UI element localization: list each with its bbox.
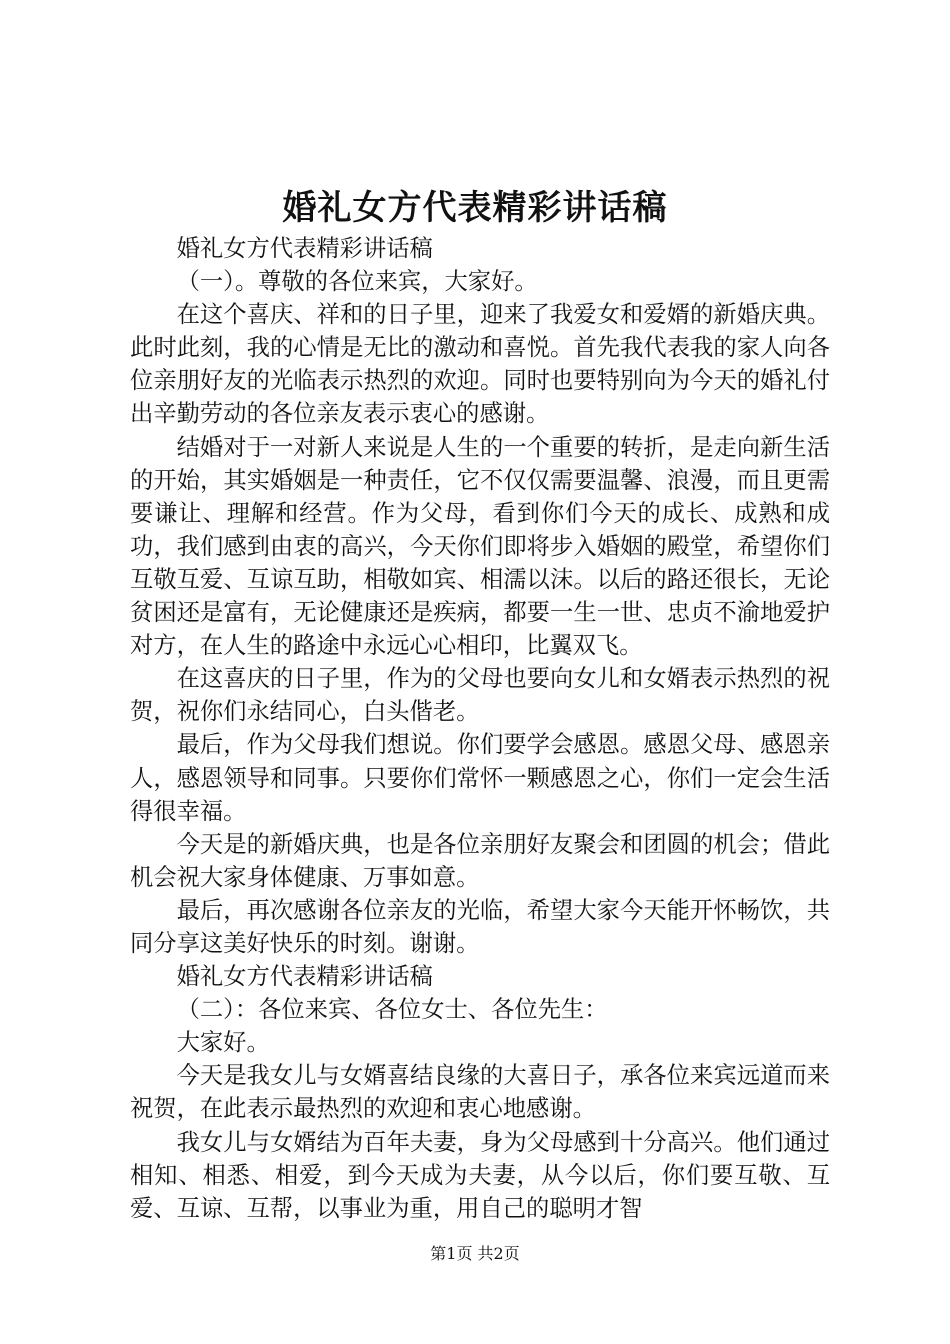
- paragraph: 今天是我女儿与女婿喜结良缘的大喜日子，承各位来宾远道而来祝贺，在此表示最热烈的欢迎和衷心地感谢。: [130, 1062, 830, 1123]
- paragraph: 大家好。: [176, 1029, 270, 1057]
- paragraph: 今天是的新婚庆典，也是各位亲朋好友聚会和团圆的机会；借此机会祝大家身体健康、万事如意。: [130, 830, 830, 891]
- paragraph: （二）：各位来宾、各位女士、各位先生：: [176, 996, 608, 1024]
- document-body: [130, 232, 830, 1225]
- paragraph: （一）。尊敬的各位来宾，大家好。: [176, 268, 538, 296]
- page-footer: 第1页 共2页: [430, 1244, 520, 1263]
- paragraph: 在这喜庆的日子里，作为的父母也要向女儿和女婿表示热烈的祝贺，祝你们永结同心，白头偕老。: [130, 665, 830, 726]
- paragraph: 婚礼女方代表精彩讲话稿: [176, 235, 433, 262]
- paragraph: 我女儿与女婿结为百年夫妻，身为父母感到十分高兴。他们通过相知、相悉、相爱，到今天成为夫妻，从今以后，你们要互敬、互爱、互谅、互帮，以事业为重，用自己的聪明才智: [130, 1128, 830, 1222]
- paragraph: 在这个喜庆、祥和的日子里，迎来了我爱女和爱婿的新婚庆典。此时此刻，我的心情是无比的激动和喜悦。首先我代表我的家人向各位亲朋好友的光临表示热烈的欢迎。同时也要特别向为今天的婚礼付出辛勤劳动的各位亲友表示衷心的感谢。: [130, 301, 830, 428]
- paragraph: 最后，再次感谢各位亲友的光临，希望大家今天能开怀畅饮，共同分享这美好快乐的时刻。谢谢。: [130, 896, 830, 957]
- document-title: 婚礼女方代表精彩讲话稿: [282, 188, 668, 228]
- paragraph: 结婚对于一对新人来说是人生的一个重要的转折，是走向新生活的开始，其实婚姻是一种责任，它不仅仅需要温馨、浪漫，而且更需要谦让、理解和经营。作为父母，看到你们今天的成长、成熟和成功，我们感到由衷的高兴，今天你们即将步入婚姻的殿堂，希望你们互敬互爱、互谅互助，相敬如宾、相濡以沫。以后的路还很长，无论贫困还是富有，无论健康还是疾病，都要一生一世、忠贞不渝地爱护对方，在人生的路途中永远心心相印，比翼双飞。: [130, 433, 830, 660]
- paragraph: 最后，作为父母我们想说。你们要学会感恩。感恩父母、感恩亲人，感恩领导和同事。只要你们常怀一颗感恩之心，你们一定会生活得很幸福。: [130, 731, 830, 825]
- paragraph: 婚礼女方代表精彩讲话稿: [176, 963, 433, 991]
